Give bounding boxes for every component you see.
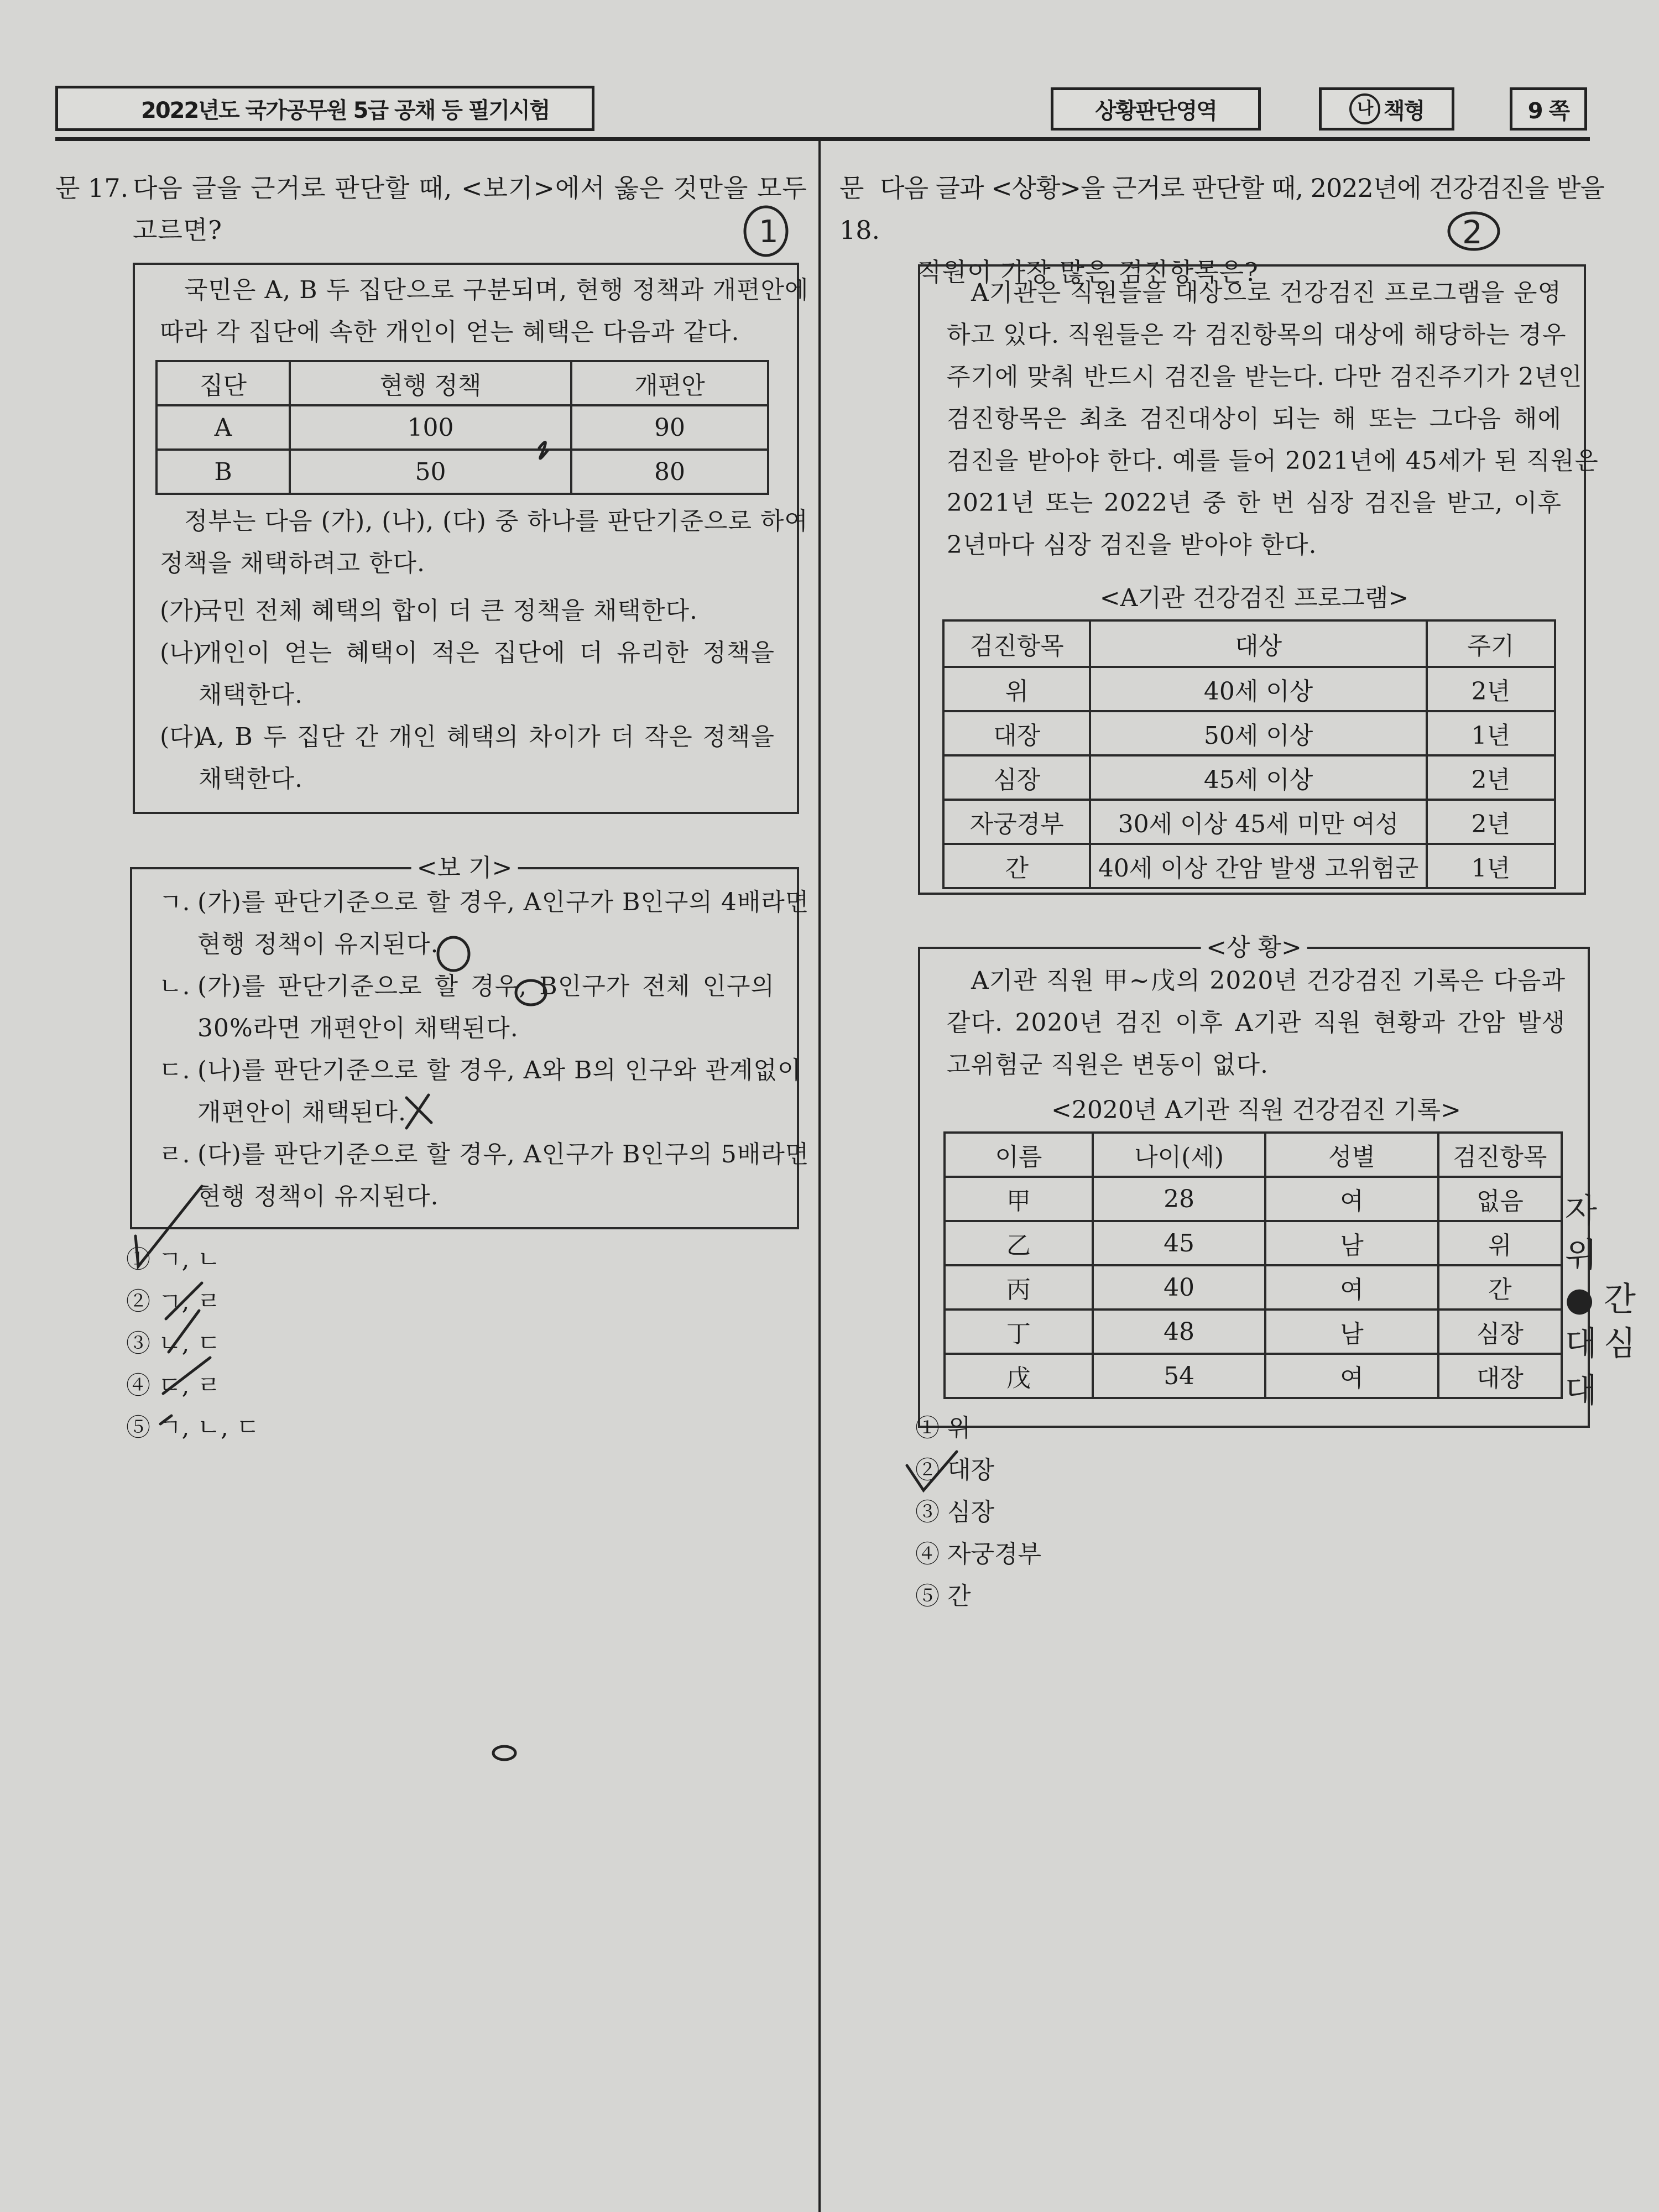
answer-option[interactable]: ② 대장 [915, 1456, 994, 1484]
table-cell: 위 [1438, 1221, 1562, 1265]
criterion-text: A, B 두 집단 간 개인 혜택의 차이가 더 작은 정책을 [199, 723, 775, 751]
bogi-item-label: ㄹ. [159, 1140, 190, 1168]
table-cell: 없음 [1438, 1177, 1562, 1221]
table-cell: 여 [1265, 1354, 1438, 1398]
table-cell: 40 [1093, 1265, 1265, 1310]
bogi-item-label [159, 1008, 197, 1050]
criterion-line [160, 674, 775, 716]
criterion-text: 개인이 얻는 혜택이 적은 집단에 더 유리한 정책을 [199, 639, 775, 667]
criterion-line [160, 590, 775, 632]
q17-intro-line: 국민은 A, B 두 집단으로 구분되며, 현행 정책과 개편안에 [184, 276, 809, 304]
table-cell: 50세 이상 [1090, 711, 1426, 755]
criterion-line [160, 716, 775, 758]
answer-option[interactable]: ① 위 [915, 1414, 971, 1442]
q18-passage-line: 검진을 받아야 한다. 예를 들어 2021년에 45세가 된 직원은 [947, 447, 1599, 475]
answer-option[interactable]: ① ㄱ, ㄴ [126, 1245, 221, 1274]
page-number: 9 쪽 [1527, 98, 1569, 124]
bogi-item-label [159, 924, 197, 966]
q18-options [915, 1407, 1041, 1618]
table-cell: 48 [1093, 1310, 1265, 1354]
q18-title-line: 다음 글과 <상황>을 근거로 판단할 때, 2022년에 건강검진을 받을 [880, 173, 1604, 203]
table-cell: 45 [1093, 1221, 1265, 1265]
answer-option[interactable]: ③ ㄴ, ㄷ [126, 1329, 221, 1358]
table-cell: 乙 [945, 1221, 1093, 1265]
table-header-cell: 주기 [1427, 620, 1555, 667]
q18-answer-digit: 2 [1462, 213, 1483, 251]
section-title: 상황판단영역 [1095, 98, 1217, 124]
page-number-box [1510, 87, 1587, 131]
q18-passage-box [918, 264, 1599, 895]
bogi-item-text: 현행 정책이 유지된다. [197, 1182, 439, 1211]
table-cell: 80 [571, 450, 768, 494]
bogi-item-line [159, 1092, 775, 1134]
q17-title-line: 다음 글을 근거로 판단할 때, <보기>에서 옳은 것만을 모두 [133, 173, 807, 203]
criterion-label [160, 674, 199, 716]
table-cell: 2년 [1427, 800, 1555, 844]
table-cell: 甲 [945, 1177, 1093, 1221]
table-cell: 40세 이상 간암 발생 고위험군 [1090, 844, 1426, 888]
stray-circle-mark [493, 1746, 515, 1760]
table-cell: 여 [1265, 1177, 1438, 1221]
q18-passage-line: 주기에 맞춰 반드시 검진을 받는다. 다만 검진주기가 2년인 [947, 363, 1583, 391]
q18-passage-line: 하고 있다. 직원들은 각 검진항목의 대상에 해당하는 경우 [947, 321, 1567, 349]
criterion-line [160, 632, 775, 674]
answer-option[interactable]: ② ㄱ, ㄹ [126, 1287, 221, 1316]
bogi-item-text: 30%라면 개편안이 채택된다. [197, 1014, 519, 1042]
margin-note: ● [1565, 1280, 1594, 1319]
situation-box [918, 933, 1590, 1428]
q17-mid-line: 정부는 다음 (가), (나), (다) 중 하나를 판단기준으로 하여 [184, 507, 808, 535]
table-cell: 대장 [1438, 1354, 1562, 1398]
criterion-text: 채택한다. [199, 765, 304, 793]
answer-option[interactable]: ④ 자궁경부 [915, 1540, 1042, 1568]
booklet-box [1319, 87, 1454, 131]
criterion-label [160, 758, 199, 800]
table-cell: B [156, 450, 290, 494]
table-header-cell: 대상 [1090, 620, 1426, 667]
situation-line: 고위험군 직원은 변동이 없다. [947, 1051, 1269, 1079]
table-row [943, 711, 1555, 755]
table-row [945, 1310, 1562, 1354]
program-table-caption: <A기관 건강검진 프로그램> [1099, 584, 1409, 612]
margin-note: 대 [1565, 1324, 1597, 1363]
table-cell: 간 [1438, 1265, 1562, 1310]
bogi-item-text: 현행 정책이 유지된다. [197, 930, 439, 958]
table-row [945, 1177, 1562, 1221]
q18-number: 문 18. [839, 173, 880, 245]
table-row [943, 755, 1555, 800]
table-cell: 28 [1093, 1177, 1265, 1221]
bogi-item-text: 개편안이 채택된다. [197, 1098, 407, 1126]
table-cell: 54 [1093, 1354, 1265, 1398]
table-cell: 丙 [945, 1265, 1093, 1310]
booklet-label: 책형 [1383, 98, 1425, 124]
margin-note: 심 [1604, 1324, 1636, 1363]
bogi-item-line [159, 966, 775, 1008]
table-cell: 戊 [945, 1354, 1093, 1398]
q17-number: 문 17. [55, 173, 129, 203]
table-row [943, 844, 1555, 888]
table-row [945, 1354, 1562, 1398]
table-cell: 100 [290, 405, 571, 450]
answer-option[interactable]: ④ ㄷ, ㄹ [126, 1371, 221, 1400]
table-row [156, 405, 768, 450]
table-cell: 여 [1265, 1265, 1438, 1310]
situation-label: <상 황> [1201, 931, 1307, 964]
q17-mid-line: 정책을 채택하려고 한다. [160, 549, 425, 577]
table-header-cell: 나이(세) [1093, 1133, 1265, 1177]
table-header-cell: 현행 정책 [290, 361, 571, 405]
q18-passage-line: 2021년 또는 2022년 중 한 번 심장 검진을 받고, 이후 [947, 489, 1562, 517]
table-cell: 1년 [1427, 844, 1555, 888]
table-cell: 2년 [1427, 667, 1555, 711]
criterion-line [160, 758, 775, 800]
bogi-item-text: (다)를 판단기준으로 할 경우, A인구가 B인구의 5배라면 [197, 1140, 810, 1168]
q17-bogi-box [130, 854, 810, 1229]
table-cell: 1년 [1427, 711, 1555, 755]
bogi-item-label: ㄱ. [159, 888, 190, 916]
bogi-item-label [159, 1092, 197, 1134]
margin-note: 간 [1604, 1280, 1636, 1319]
table-cell: 자궁경부 [943, 800, 1090, 844]
table-cell: A [156, 405, 290, 450]
answer-option[interactable]: ③ 심장 [915, 1498, 994, 1526]
record-table [943, 1131, 1563, 1399]
table-cell: 40세 이상 [1090, 667, 1426, 711]
q17-options [126, 1239, 259, 1449]
table-cell: 남 [1265, 1221, 1438, 1265]
q17-answer-digit: 1 [759, 214, 779, 250]
table-header-cell: 성별 [1265, 1133, 1438, 1177]
criterion-label: (다) [160, 723, 202, 751]
table-cell: 심장 [943, 755, 1090, 800]
q17-passage-box [133, 263, 809, 814]
margin-note: 자 [1565, 1192, 1597, 1230]
table-cell: 50 [290, 450, 571, 494]
q17-intro-line: 따라 각 집단에 속한 개인이 얻는 혜택은 다음과 같다. [160, 318, 740, 346]
bogi-item-line [159, 1134, 810, 1176]
criterion-label: (나) [160, 639, 202, 667]
table-row [156, 450, 768, 494]
table-cell: 남 [1265, 1310, 1438, 1354]
bogi-label: <보 기> [411, 852, 518, 885]
table-header-cell: 개편안 [571, 361, 768, 405]
table-header-cell: 검진항목 [1438, 1133, 1562, 1177]
bogi-item-line [159, 1050, 802, 1092]
table-cell: 위 [943, 667, 1090, 711]
criterion-text: 채택한다. [199, 681, 304, 709]
column-divider [818, 141, 821, 2212]
table-row [943, 667, 1555, 711]
q17-question [55, 167, 807, 251]
q17-title-line: 고르면? [133, 215, 222, 245]
situation-line: 같다. 2020년 검진 이후 A기관 직원 현황과 간암 발생 [947, 1009, 1566, 1037]
exam-title-box [55, 86, 594, 131]
table-header-cell: 집단 [156, 361, 290, 405]
table-cell: 간 [943, 844, 1090, 888]
table-header-cell: 검진항목 [943, 620, 1090, 667]
bogi-item-line [159, 1008, 775, 1050]
table-cell: 90 [571, 405, 768, 450]
bogi-item-label: ㄴ. [159, 972, 190, 1000]
booklet-mark: 나 [1349, 93, 1380, 124]
answer-option[interactable]: ⑤ 간 [915, 1582, 971, 1610]
bogi-item-text: (가)를 판단기준으로 할 경우, B인구가 전체 인구의 [197, 972, 775, 1000]
bogi-item-text: (가)를 판단기준으로 할 경우, A인구가 B인구의 4배라면 [197, 888, 810, 916]
q18-passage-line: 2년마다 심장 검진을 받아야 한다. [947, 531, 1317, 559]
section-box [1051, 87, 1261, 131]
table-row [945, 1265, 1562, 1310]
table-cell: 심장 [1438, 1310, 1562, 1354]
exam-title: 2022년도 국가공무원 5급 공채 등 필기시험 [141, 97, 550, 123]
table-cell: 30세 이상 45세 미만 여성 [1090, 800, 1426, 844]
bogi-item-label [159, 1176, 197, 1218]
record-table-caption: <2020년 A기관 직원 건강검진 기록> [1051, 1096, 1461, 1124]
table-header-cell: 이름 [945, 1133, 1093, 1177]
table-cell: 45세 이상 [1090, 755, 1426, 800]
q18-passage-line: 검진항목은 최초 검진대상이 되는 해 또는 그다음 해에 [947, 405, 1562, 433]
answer-option[interactable]: ⑤ ㄱ, ㄴ, ㄷ [126, 1413, 260, 1442]
bogi-item-label: ㄷ. [159, 1056, 190, 1084]
criterion-text: 국민 전체 혜택의 합이 더 큰 정책을 채택한다. [199, 597, 698, 625]
bogi-item-line [159, 881, 810, 924]
table-cell: 丁 [945, 1310, 1093, 1354]
criterion-label: (가) [160, 597, 202, 625]
q18-passage-line: A기관은 직원들을 대상으로 건강검진 프로그램을 운영 [971, 279, 1562, 307]
situation-line: A기관 직원 甲~戊의 2020년 건강검진 기록은 다음과 [971, 967, 1566, 995]
bogi-item-line [159, 1176, 775, 1218]
table-row [943, 800, 1555, 844]
bogi-item-text: (나)를 판단기준으로 할 경우, A와 B의 인구와 관계없이 [197, 1056, 802, 1084]
table-cell: 대장 [943, 711, 1090, 755]
program-table [942, 619, 1556, 889]
q17-benefit-table [155, 360, 769, 495]
table-cell: 2년 [1427, 755, 1555, 800]
margin-note: 대 [1565, 1371, 1597, 1410]
margin-note: 위 [1565, 1236, 1597, 1275]
q18-title-line: 직원이 가장 많은 검진항목은? [917, 257, 1259, 287]
bogi-item-line [159, 924, 775, 966]
header-rule [55, 137, 1590, 141]
table-row [945, 1221, 1562, 1265]
